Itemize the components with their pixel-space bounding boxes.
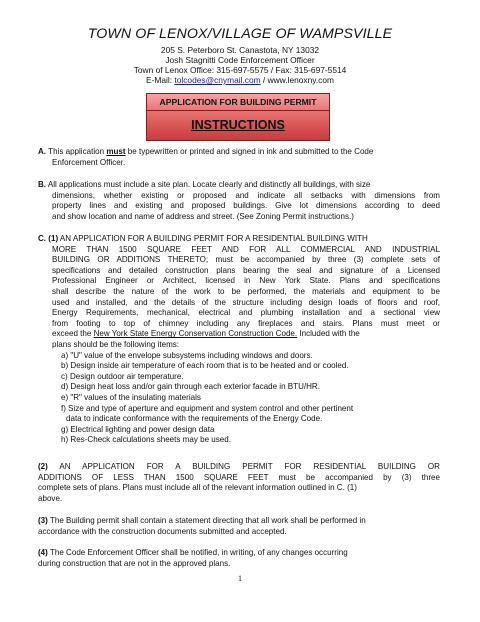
- section-c3-text: The Building permit shall contain a statement directing that all work shall be performed in: [47, 516, 366, 525]
- section-c1-line: from footing to top of chimney including any fireplaces and stairs. Plans must meet or: [52, 318, 440, 328]
- section-c1-line: Energy Requirements, mechanical, electrical and plumbing installation and a sectional view: [52, 308, 440, 318]
- section-c3-num: (3): [38, 516, 48, 525]
- section-c4-line: during construction that are not in the approved plans.: [38, 558, 231, 568]
- section-c4-text: The Code Enforcement Officer shall be notified, in writing, of any changes occurring: [47, 548, 348, 557]
- section-b: [38, 180, 440, 222]
- section-c1-line: BUILDING OR ADDITIONS THERETO; must be accompanied by three (3) complete sets of: [52, 255, 440, 265]
- list-item: b) Design inside air temperature of each room that is to be heated and or cooled.: [61, 361, 349, 371]
- list-item: c) Design outdoor air temperature.: [61, 371, 184, 381]
- title-banner: [146, 93, 330, 141]
- email-link[interactable]: tolcodes@cnymail.com: [174, 75, 261, 85]
- section-a-text-cont: be typewritten or printed and signed in ink and submitted to the Code: [125, 147, 374, 156]
- officer-name: Josh Stagnitti Code Enforcement Officer: [165, 55, 315, 65]
- list-item: h) Res-Check calculations sheets may be used.: [61, 435, 231, 445]
- energy-code-reference: New York State Energy Conservation Construction Code.: [93, 329, 298, 339]
- office-phone: Town of Lenox Office: 315-697-5575 / Fax: 315-697-5514: [133, 65, 347, 75]
- list-item: e) "R" values of the insulating materials: [61, 392, 201, 402]
- website-text: / www.lenoxny.com: [260, 75, 334, 85]
- list-item: f) Size and type of aperture and equipment and system control and other pertinent: [61, 403, 354, 413]
- section-c1-line: specifications and detailed construction plans bearing the seal and signature of a Licensed: [52, 265, 440, 275]
- section-a-text: This application: [46, 147, 107, 156]
- section-b-text: All applications must include a site plan. Locate clearly and distinctly all buildings, with size: [46, 180, 371, 189]
- section-c1-line: MORE THAN 1500 SQUARE FEET AND FOR ALL COMMERCIAL AND INDUSTRIAL: [52, 244, 440, 254]
- section-c2-line: complete sets of plans. Plans must include all of the relevant information outlined in C. (1): [38, 483, 357, 493]
- section-c1-line: used and installed, and the details of the structure including design loads of floors and roof,: [52, 297, 440, 307]
- section-c-letter: C. (1): [38, 234, 59, 243]
- section-c1-text: exceed the: [52, 329, 94, 339]
- contact-line: [0, 75, 480, 85]
- section-b-line: property lines and existing and proposed buildings. Give lot dimensions according to deed: [52, 201, 440, 211]
- section-c2-text: AN APPLICATION FOR A BUILDING PERMIT FOR RESIDENTIAL BUILDING OR: [47, 462, 440, 471]
- list-item-cont: data to indicate conformance with the requirements of the Energy Code.: [66, 414, 323, 424]
- banner-title: APPLICATION FOR BUILDING PERMIT: [147, 94, 329, 111]
- section-b-letter: B.: [38, 180, 47, 189]
- section-c2-line: above.: [38, 493, 63, 503]
- page-title: TOWN OF LENOX/VILLAGE OF WAMPSVILLE: [87, 26, 393, 42]
- page-number: 1: [238, 574, 242, 583]
- section-a-letter: A.: [38, 147, 47, 156]
- section-c1-text: Included with the: [297, 329, 360, 339]
- section-c1-line: Professional Engineer or Architect, licensed in New York State. Plans and specifications: [52, 276, 440, 286]
- list-item: d) Design heat loss and/or gain through each exterior facade in BTU/HR.: [61, 382, 320, 392]
- section-c3-line: accordance with the construction documents submitted and accepted.: [38, 526, 287, 536]
- section-a-must: must: [106, 147, 126, 156]
- section-c4-num: (4): [38, 548, 48, 557]
- section-c2-num: (2): [38, 462, 48, 471]
- office-address: 205 S. Peterboro St. Canastota, NY 13032: [160, 45, 320, 55]
- section-a: [38, 147, 440, 168]
- section-b-line: and show location and name of address and street. (See Zoning Permit instructions.): [52, 211, 354, 221]
- section-c1-line: plans should be the following items:: [52, 339, 180, 349]
- section-c2-line: ADDITIONS OF LESS THAN 1500 SQUARE FEET must be accompanied by (3) three: [38, 472, 440, 482]
- section-c1-line: shall describe the nature of the work to be performed, the materials and equipment to be: [52, 286, 440, 296]
- list-item: a) "U" value of the envelope subsystems including windows and doors.: [61, 350, 313, 360]
- section-a-line: Enforcement Officer.: [52, 157, 126, 167]
- section-c1: [38, 234, 440, 446]
- section-c1-text: AN APPLICATION FOR A BUILDING PERMIT FOR A RESIDENTIAL BUILDING WITH: [58, 234, 368, 243]
- section-c2: [38, 462, 440, 504]
- banner-subtitle: INSTRUCTIONS: [191, 118, 285, 132]
- email-label: E-Mail:: [145, 75, 175, 85]
- list-item: g) Electrical lighting and power design data: [61, 424, 215, 434]
- section-c4: [38, 548, 440, 569]
- section-b-line: dimensions, whether existing or proposed and indicate all setbacks with dimensions from: [52, 190, 440, 200]
- section-c3: [38, 516, 440, 537]
